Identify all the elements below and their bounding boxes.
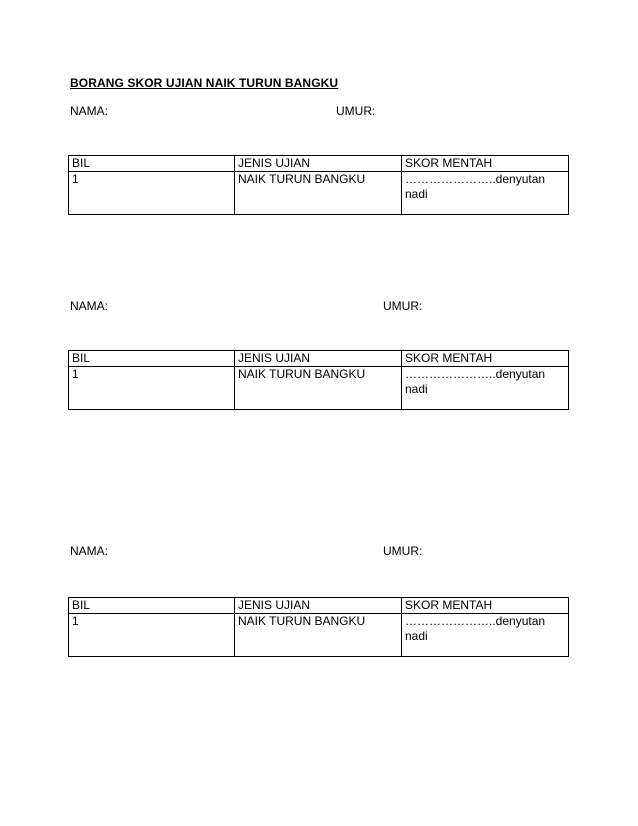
header-skor-mentah: SKOR MENTAH (402, 351, 569, 367)
cell-jenis-ujian: NAIK TURUN BANGKU (235, 614, 402, 657)
umur-label-3: UMUR: (383, 544, 423, 558)
skor-line-1: …………………..denyutan (405, 367, 546, 381)
skor-line-2: nadi (405, 187, 428, 201)
skor-line-1: …………………..denyutan (405, 172, 546, 186)
header-bil: BIL (69, 598, 235, 614)
cell-bil: 1 (69, 172, 235, 215)
table-row (69, 172, 569, 215)
skor-line-1: …………………..denyutan (405, 614, 546, 628)
header-bil: BIL (69, 351, 235, 367)
form-title: BORANG SKOR UJIAN NAIK TURUN BANGKU (70, 76, 339, 90)
skor-line-2: nadi (405, 629, 428, 643)
cell-bil: 1 (69, 614, 235, 657)
nama-label-2: NAMA: (70, 299, 109, 313)
umur-label-2: UMUR: (383, 299, 423, 313)
score-table-1 (68, 155, 569, 215)
cell-jenis-ujian: NAIK TURUN BANGKU (235, 172, 402, 215)
umur-label-1: UMUR: (336, 104, 376, 118)
score-table-3 (68, 597, 569, 657)
skor-line-2: nadi (405, 382, 428, 396)
header-jenis-ujian: JENIS UJIAN (235, 156, 402, 172)
header-skor-mentah: SKOR MENTAH (402, 598, 569, 614)
cell-jenis-ujian: NAIK TURUN BANGKU (235, 367, 402, 410)
cell-bil: 1 (69, 367, 235, 410)
cell-skor-mentah[interactable] (402, 367, 569, 410)
header-jenis-ujian: JENIS UJIAN (235, 598, 402, 614)
header-jenis-ujian: JENIS UJIAN (235, 351, 402, 367)
header-skor-mentah: SKOR MENTAH (402, 156, 569, 172)
header-bil: BIL (69, 156, 235, 172)
cell-skor-mentah[interactable] (402, 614, 569, 657)
table-row (69, 367, 569, 410)
table-header-row (69, 598, 569, 614)
table-row (69, 614, 569, 657)
nama-label-3: NAMA: (70, 544, 109, 558)
cell-skor-mentah[interactable] (402, 172, 569, 215)
table-header-row (69, 156, 569, 172)
nama-label-1: NAMA: (70, 104, 109, 118)
table-header-row (69, 351, 569, 367)
score-table-2 (68, 350, 569, 410)
